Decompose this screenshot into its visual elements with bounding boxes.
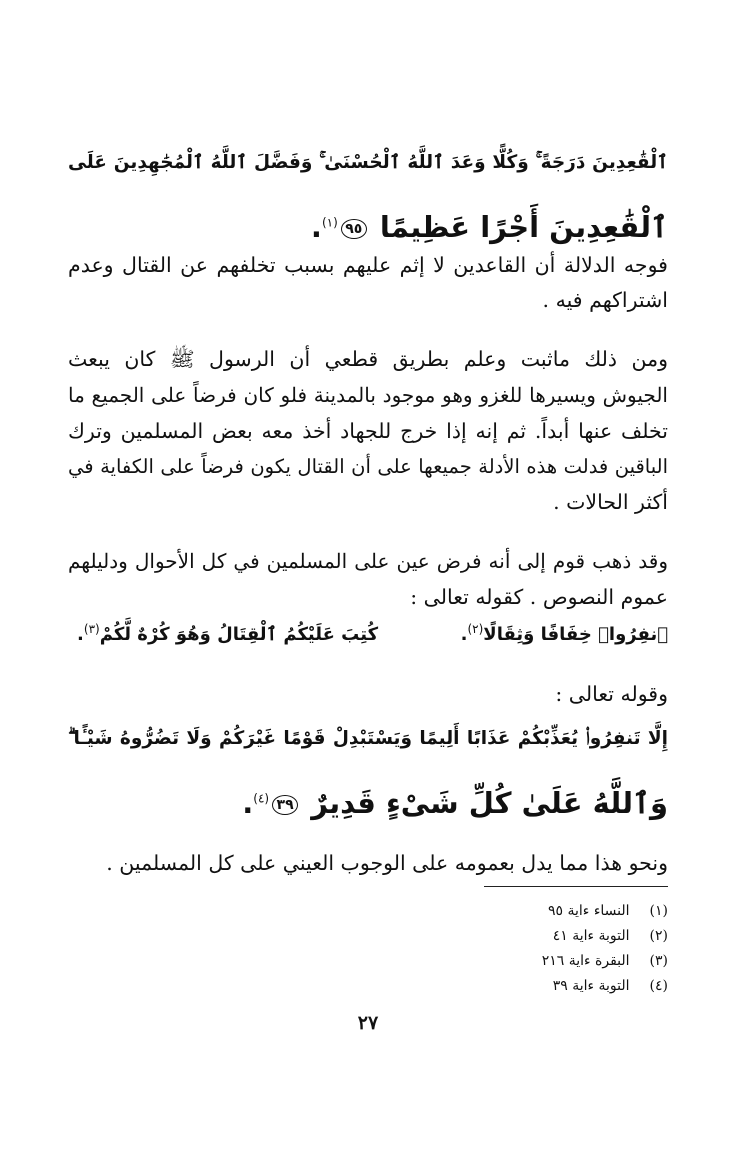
quran-verse-line bbox=[68, 728, 668, 749]
book-page bbox=[68, 0, 668, 1169]
verse-text: كُتِبَ عَلَيْكُمُ ٱلْقِتَالُ وَهُوَ كُرْهٌ لَّكُمْ bbox=[99, 624, 379, 645]
footnote bbox=[368, 928, 668, 944]
footnote-number: (٢) bbox=[649, 928, 668, 944]
paragraph-line bbox=[68, 383, 668, 407]
footnote-reference: (٢) bbox=[467, 622, 484, 636]
footnote-divider bbox=[484, 886, 668, 887]
footnote bbox=[368, 953, 668, 969]
paragraph-line bbox=[68, 253, 668, 277]
paragraph-line bbox=[68, 851, 668, 875]
paragraph-text: وقوله تعالى : bbox=[555, 682, 668, 706]
paragraph-text: ومن ذلك ماثبت وعلم بطريق قطعي أن الرسول ﷺ كان يبعث bbox=[68, 347, 668, 371]
footnote-number: (١) bbox=[649, 903, 668, 919]
verse-text: ٱلْقَٰعِدِينَ دَرَجَةً ۚ وَكُلًّا وَعَدَ ٱللَّهُ ٱلْحُسْنَىٰ ۚ وَفَضَّلَ ٱللَّهُ ٱلْمُجَٰهِدِينَ عَلَى bbox=[68, 152, 668, 173]
paragraph-line bbox=[68, 455, 668, 478]
period: . bbox=[242, 786, 254, 820]
footnote bbox=[368, 903, 668, 919]
paragraph-text: أكثر الحالات . bbox=[553, 490, 668, 514]
quran-verse-line bbox=[68, 152, 668, 173]
paragraph-line bbox=[68, 585, 668, 609]
page-number: ٢٧ bbox=[357, 1012, 379, 1034]
footnote-text: التوبة ءاية ٣٩ bbox=[552, 978, 630, 994]
verse-text: ٱنفِرُوا۟ خِفَافًا وَثِقَالًا bbox=[483, 624, 668, 645]
footnote-reference: (١) bbox=[321, 215, 338, 230]
footnote-text: البقرة ءاية ٢١٦ bbox=[541, 953, 630, 969]
paragraph-text: ونحو هذا مما يدل بعمومه على الوجوب العيني على كل المسلمين . bbox=[106, 851, 668, 875]
paragraph-line bbox=[68, 347, 668, 377]
footnote-reference: (٤) bbox=[253, 791, 270, 806]
footnote-text: النساء ءاية ٩٥ bbox=[548, 903, 630, 919]
verse-text: وَٱللَّهُ عَلَىٰ كُلِّ شَىْءٍ قَدِيرٌ bbox=[311, 786, 668, 820]
footnote-number: (٤) bbox=[649, 978, 668, 994]
paragraph-text: فوجه الدلالة أن القاعدين لا إثم عليهم بسبب تخلفهم عن القتال وعدم bbox=[68, 253, 668, 277]
paragraph-line bbox=[68, 682, 668, 706]
footnote bbox=[368, 978, 668, 994]
paragraph-text: الجيوش ويسيرها للغزو وهو موجود بالمدينة فلو كان فرضاً على الجميع ما bbox=[68, 383, 668, 407]
paragraph-text: تخلف عنها أبداً. ثم إنه إذا خرج للجهاد أخذ معه بعض المسلمين وترك bbox=[68, 419, 668, 443]
period: . bbox=[310, 210, 322, 244]
footnote-reference: (٣) bbox=[83, 622, 100, 636]
paragraph-text: عموم النصوص . كقوله تعالى : bbox=[410, 585, 668, 609]
quran-verse-line bbox=[68, 786, 668, 820]
paragraph-text: وقد ذهب قوم إلى أنه فرض عين على المسلمين في كل الأحوال ودليلهم bbox=[68, 549, 668, 573]
paragraph-text: اشتراكهم فيه . bbox=[542, 288, 668, 312]
paragraph-line bbox=[68, 419, 668, 443]
verse-text: إِلَّا تَنفِرُوا۟ يُعَذِّبْكُمْ عَذَابًا أَلِيمًا وَيَسْتَبْدِلْ قَوْمًا غَيْرَكُمْ وَلَا تَضُرُّوهُ شَيْـًٔا ۗ bbox=[68, 728, 668, 749]
ayah-number-ornament: ٩٥ bbox=[341, 219, 367, 239]
quran-verse-line bbox=[68, 210, 668, 244]
period: . bbox=[77, 624, 84, 645]
quran-verse-line bbox=[68, 622, 668, 645]
paragraph-line bbox=[68, 490, 668, 514]
ayah-number-ornament: ٣٩ bbox=[272, 795, 298, 815]
paragraph-line bbox=[68, 549, 668, 573]
period: . bbox=[460, 624, 468, 645]
footnote-text: التوبة ءاية ٤١ bbox=[552, 928, 630, 944]
verse-text: ٱلْقَٰعِدِينَ أَجْرًا عَظِيمًا bbox=[379, 210, 668, 244]
paragraph-line bbox=[68, 288, 668, 312]
paragraph-text: الباقين فدلت هذه الأدلة جميعها على أن القتال يكون فرضاً على الكفاية في bbox=[68, 455, 668, 478]
footnote-number: (٣) bbox=[649, 953, 668, 969]
